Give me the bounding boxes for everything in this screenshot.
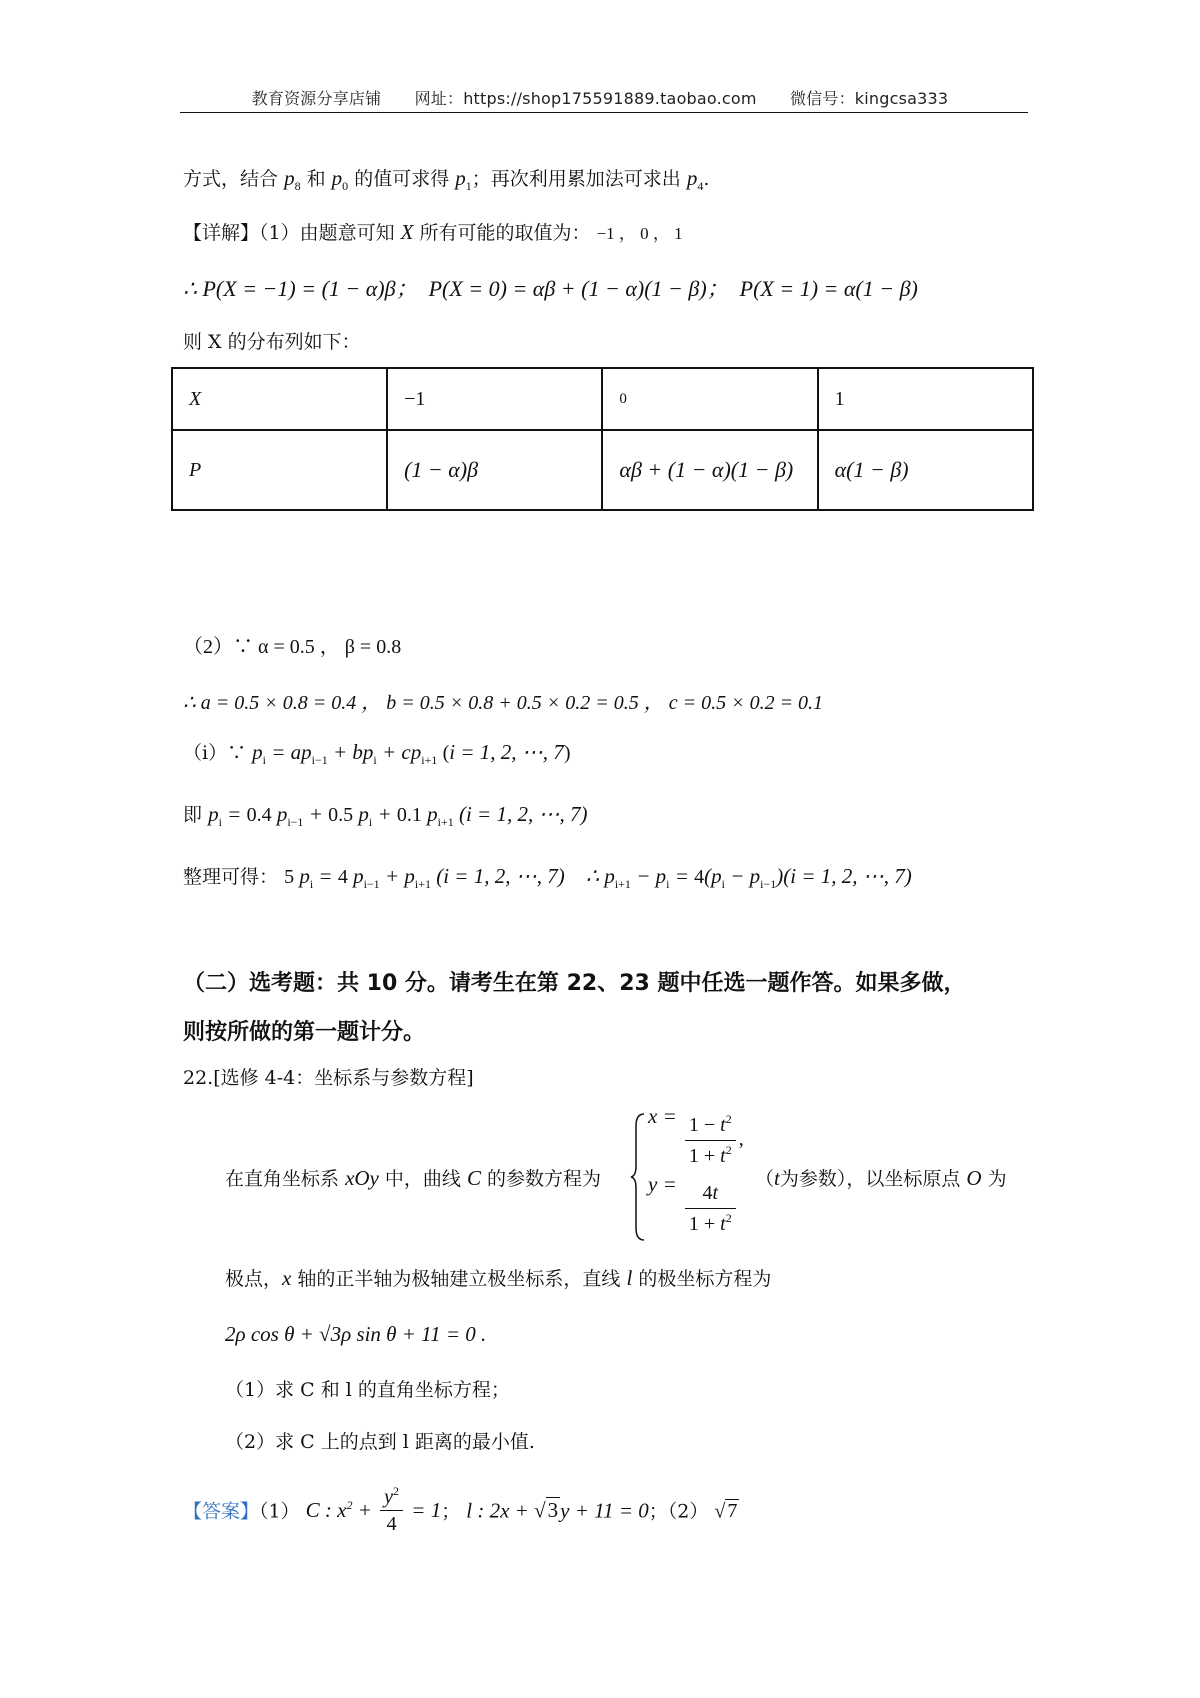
answer-part1: （1） — [259, 1500, 300, 1523]
q22-heading: 22.[选修 4-4：坐标系与参数方程] — [183, 1067, 474, 1089]
stem-e: 为参数），以坐标原点 — [779, 1168, 961, 1190]
table-cell: P — [172, 430, 387, 510]
zl-label: 整理可得： — [183, 866, 279, 888]
q22-stem-part2 — [755, 1166, 1007, 1191]
math-p4: $p_4$ — [686, 166, 704, 193]
answer-sep: ； — [441, 1500, 461, 1523]
substituted-formula: $p_i = 0.4$ $p_{i-1} + 0.5$ $p_i + 0.1$ $p_{i+1}$ (i = 1, 2, ⋯, 7) — [208, 802, 588, 829]
param-x-eq: x = $\frac{1 - t^2}{1 + t^2}$ , — [648, 1104, 744, 1167]
header-rule — [180, 112, 1028, 113]
header-url: 网址：https://shop175591889.taobao.com — [414, 89, 757, 108]
stem-d: （ — [755, 1168, 775, 1190]
prob-x-0: P(X = 0) = αβ + (1 − α)(1 − β)； — [428, 276, 729, 301]
answer-C-eq: C : $x^2$ + $\frac{y^2}{4}$ = 1 — [305, 1484, 442, 1535]
intro-text-3: 的值可求得 — [354, 168, 450, 190]
table-row — [172, 368, 1033, 430]
stem-f: 为 — [987, 1168, 1007, 1190]
answer-l-eq: l : 2x + √3y + 11 = 0 — [466, 1498, 649, 1523]
table-cell: α(1 − β) — [818, 430, 1033, 510]
answer-sqrt7: √ 7 — [714, 1500, 738, 1523]
detail-label: 【详解】（1）由题意可知 — [183, 222, 395, 244]
header-shop: 教育资源分享店铺 — [251, 89, 382, 108]
distribution-intro: 则 X 的分布列如下： — [183, 331, 361, 353]
table-cell: (1 − α)β — [387, 430, 602, 510]
part2-given: （2）∵ α = 0.5 ， β = 0.8 — [183, 636, 402, 658]
distribution-table — [171, 367, 1034, 511]
math-C: C — [466, 1166, 481, 1190]
detail-line — [183, 220, 683, 246]
stem-c: 的参数方程为 — [487, 1168, 602, 1190]
table-cell: −1 — [387, 368, 602, 430]
intro-line — [183, 166, 709, 191]
table-cell: αβ + (1 − α)(1 − β) — [602, 430, 817, 510]
table-cell: X — [172, 368, 387, 430]
math-x-axis: x — [282, 1266, 292, 1290]
substituted-line — [183, 802, 587, 827]
recurrence-line — [183, 740, 570, 765]
part-i-label: （i）∵ — [183, 742, 247, 764]
math-O: O — [966, 1166, 982, 1190]
prob-x-1: P(X = 1) = α(1 − β) — [739, 276, 918, 301]
prob-x-neg1: ∴ P(X = −1) = (1 − α)β； — [183, 276, 418, 301]
part2-calc: ∴ a = 0.5 × 0.8 = 0.4 ， b = 0.5 × 0.8 + 0.5 × 0.2 = 0.5 ， c = 0.5 × 0.2 = 0.1 — [183, 692, 824, 714]
intro-text-5: . — [703, 168, 710, 190]
q22-line2 — [225, 1266, 771, 1291]
intro-text-4: ；再次利用累加法可求出 — [471, 168, 681, 190]
brace-icon — [630, 1112, 648, 1242]
detail-values: −1 ， 0 ， 1 — [596, 224, 683, 243]
q22-stem-part1 — [225, 1166, 601, 1191]
rearranged-formula: 5 $p_i = 4$ $p_{i-1} + p_{i+1}$ (i = 1, 2, ⋯, 7) ∴ $p_{i+1} - p_i = 4(p_i - p_{i-1})(i = 1$, 2, ⋯, 7) — [284, 864, 912, 891]
table-row — [172, 430, 1033, 510]
intro-text-2: 和 — [306, 168, 326, 190]
table-cell: 1 — [818, 368, 1033, 430]
math-p8: $p_8$ — [284, 166, 301, 193]
ji-label: 即 — [183, 804, 203, 826]
recurrence-formula: $p_i = ap_{i-1} + bp_i + cp_{i+1}$ (i = 1, 2, ⋯, 7) — [252, 740, 571, 767]
q22-question-2: （2）求 C 上的点到 l 距离的最小值. — [225, 1431, 535, 1453]
param-y-eq: y = $\frac{4t}{1 + t^2}$ — [648, 1180, 739, 1237]
section-title-line1: （二）选考题：共 10 分。请考生在第 22、23 题中任选一题作答。如果多做， — [183, 971, 966, 996]
math-l: l — [626, 1266, 633, 1290]
line2-a: 极点， — [225, 1268, 283, 1290]
answer-part2: ；（2） — [648, 1500, 709, 1523]
stem-a: 在直角坐标系 — [225, 1168, 340, 1190]
probability-line — [183, 272, 918, 303]
answer-label: 【答案】 — [183, 1500, 260, 1523]
math-xOy: xOy — [345, 1166, 379, 1190]
line2-c: 的极坐标方程为 — [638, 1268, 772, 1290]
answer-line — [183, 1484, 739, 1537]
line2-b: 轴的正半轴为极轴建立极坐标系，直线 — [297, 1268, 621, 1290]
table-cell: 0 — [602, 368, 817, 430]
math-X: X — [400, 220, 414, 244]
polar-equation: 2ρ cos θ + √3ρ sin θ + 11 = 0 . — [225, 1322, 487, 1346]
stem-b: 中，曲线 — [384, 1168, 461, 1190]
math-p1: $p_1$ — [455, 166, 472, 193]
section-title-line2: 则按所做的第一题计分。 — [183, 1020, 426, 1045]
header-wechat: 微信号：kingcsa333 — [789, 89, 949, 108]
math-p0: $p_0$ — [331, 166, 349, 193]
page-header — [0, 86, 1200, 109]
math-t: t — [774, 1166, 780, 1190]
detail-text: 所有可能的取值为： — [419, 222, 591, 244]
rearranged-line — [183, 864, 912, 889]
q22-question-1: （1）求 C 和 l 的直角坐标方程； — [225, 1379, 510, 1401]
intro-text-1: 方式，结合 — [183, 168, 279, 190]
